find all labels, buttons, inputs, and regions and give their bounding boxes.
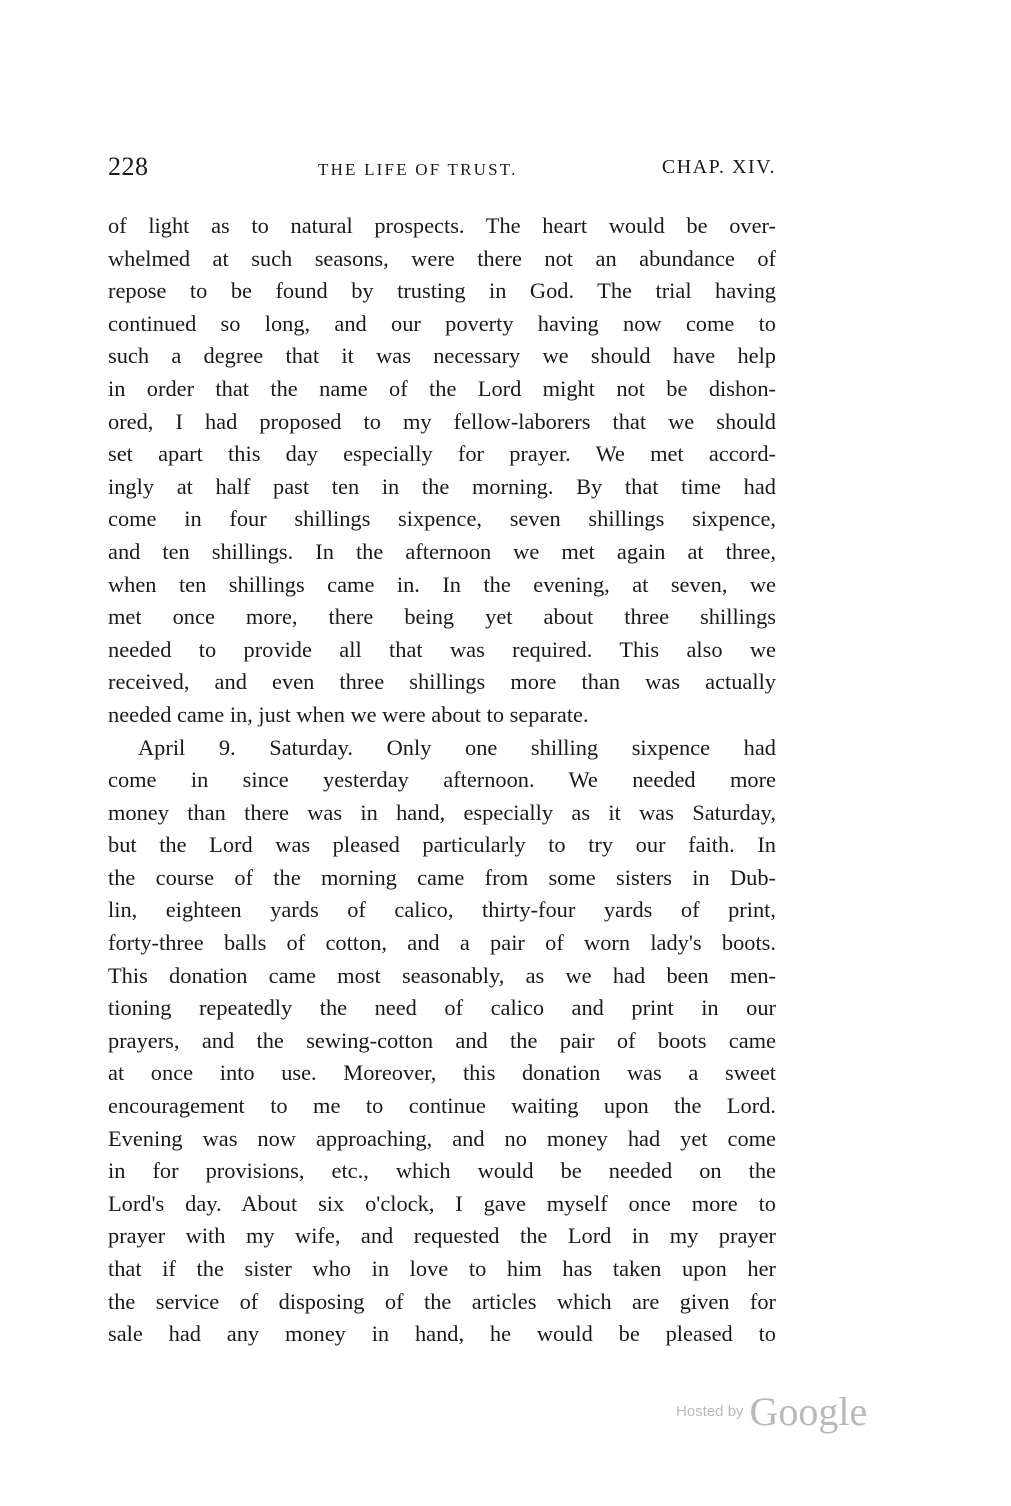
text-line: lin, eighteen yards of calico, thirty-four yards of print,	[108, 897, 776, 923]
running-head	[108, 152, 776, 188]
text-line: such a degree that it was necessary we should have help	[108, 343, 776, 369]
text-line: needed to provide all that was required. This also we	[108, 636, 776, 662]
chapter-label: CHAP. XIV.	[661, 156, 776, 178]
page-number: 228	[108, 152, 149, 181]
text-line: but the Lord was pleased particularly to try our faith. In	[108, 832, 776, 858]
text-line: in order that the name of the Lord might not be dishon-	[108, 375, 776, 401]
text-line: that if the sister who in love to him has taken upon her	[108, 1256, 776, 1281]
text-line: at once into use. Moreover, this donation was a sweet	[108, 1060, 776, 1086]
paragraph-2	[108, 732, 776, 1351]
text-line: Lord's day. About six o'clock, I gave myself once more to	[108, 1190, 776, 1216]
google-logo: Google	[749, 1389, 868, 1434]
text-line: when ten shillings came in. In the evening, at seven, we	[108, 571, 776, 597]
text-line: come in since yesterday afternoon. We needed more	[108, 767, 776, 793]
text-line: Evening was now approaching, and no money had yet come	[108, 1125, 776, 1151]
text-line: money than there was in hand, especially as it was Saturday,	[108, 799, 776, 825]
paragraph-1	[108, 210, 776, 732]
watermark-prefix: Hosted by	[676, 1403, 744, 1420]
text-line: in for provisions, etc., which would be needed on the	[108, 1158, 776, 1184]
text-line: forty-three balls of cotton, and a pair of worn lady's boots.	[108, 930, 776, 956]
text-line: This donation came most seasonably, as we had been men-	[108, 962, 776, 988]
text-line: set apart this day especially for prayer. We met accord-	[108, 441, 776, 467]
text-line: April 9. Saturday. Only one shilling sixpence had	[138, 734, 776, 760]
text-line: of light as to natural prospects. The heart would be over-	[108, 213, 776, 238]
text-line: continued so long, and our poverty having now come to	[108, 310, 776, 336]
text-line: needed came in, just when we were about to separate.	[108, 701, 589, 727]
running-title: THE LIFE OF TRUST.	[318, 160, 518, 179]
text-line: tioning repeatedly the need of calico and print in our	[108, 995, 776, 1021]
text-line: received, and even three shillings more than was actually	[108, 669, 776, 695]
text-line: met once more, there being yet about three shillings	[108, 604, 776, 630]
text-line: encouragement to me to continue waiting upon the Lord.	[108, 1093, 776, 1119]
text-line: ored, I had proposed to my fellow-laborers that we should	[108, 408, 776, 434]
text-line: the course of the morning came from some sisters in Dub-	[108, 864, 776, 890]
text-line: whelmed at such seasons, were there not an abundance of	[108, 245, 776, 271]
text-line: come in four shillings sixpence, seven shillings sixpence,	[108, 506, 776, 532]
text-line: and ten shillings. In the afternoon we met again at three,	[108, 538, 776, 564]
hosted-by-watermark	[676, 1388, 867, 1438]
text-line: ingly at half past ten in the morning. By that time had	[108, 473, 776, 499]
body-text	[108, 210, 776, 1351]
text-line: sale had any money in hand, he would be pleased to	[108, 1321, 776, 1347]
text-line: repose to be found by trusting in God. The trial having	[108, 278, 776, 304]
text-line: prayer with my wife, and requested the Lord in my prayer	[108, 1223, 776, 1249]
text-line: the service of disposing of the articles which are given for	[108, 1288, 776, 1314]
text-line: prayers, and the sewing-cotton and the pair of boots came	[108, 1027, 776, 1053]
